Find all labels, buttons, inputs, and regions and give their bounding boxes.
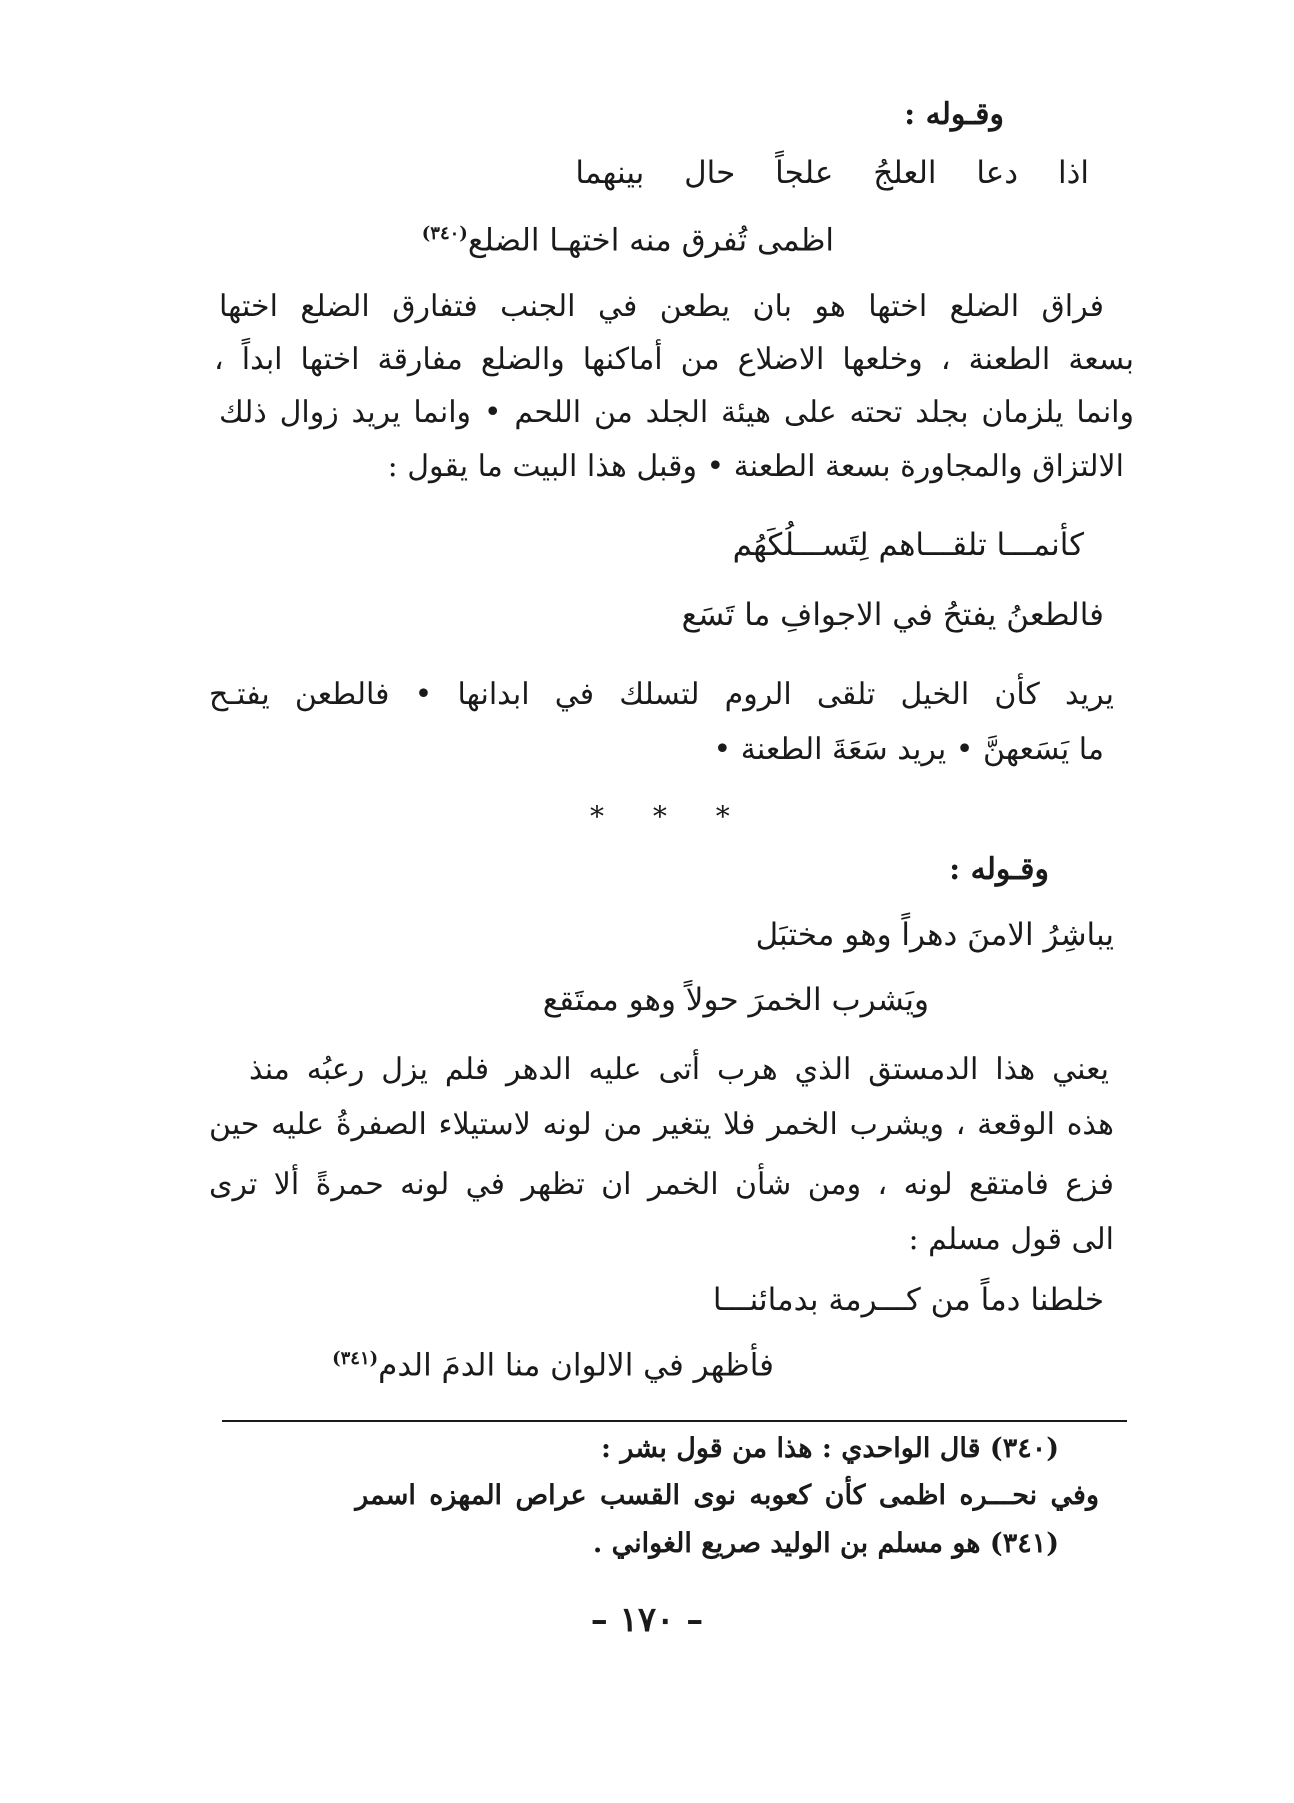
footnote-340-verse: وفي نحـــره اظمى كأن كعوبه نوى القسب عراص المهزه اسمر — [355, 1480, 1099, 1511]
footnote-ref: (٣٤١) — [332, 1348, 379, 1369]
verse-hemistich-1: يباشِرُ الامنَ دهراً وهو مختبَل — [755, 917, 1114, 953]
page-number: – ١٧٠ – — [590, 1600, 704, 1640]
quote-hemistich-1: كأنمـــا تلقـــاهم لِتَســـلُكَهُم — [732, 527, 1084, 563]
explanation-line: يريد كأن الخيل تلقى الروم لتسلك في ابدانها • فالطعن يفتـح — [209, 677, 1114, 712]
commentary-line: يعني هذا الدمستق الذي هرب أتى عليه الدهر فلم يزل رعبُه منذ — [249, 1052, 1109, 1087]
quote-hemistich-2 — [332, 1347, 774, 1384]
commentary-line: الى قول مسلم : — [908, 1222, 1114, 1257]
commentary-line: بسعة الطعنة ، وخلعها الاضلاع من أماكنها والضلع مفارقة اختها ابداً ، — [214, 342, 1134, 377]
commentary-line: فراق الضلع اختها هو بان يطعن في الجنب فتفارق الضلع اختها — [219, 289, 1104, 324]
footnote-341: (٣٤١) هو مسلم بن الوليد صريع الغواني . — [592, 1528, 1059, 1559]
footnote-340: (٣٤٠) قال الواحدي : هذا من قول بشر : — [600, 1433, 1059, 1464]
verse-text: فأظهر في الالوان منا الدمَ الدم — [378, 1347, 774, 1384]
verse-text: اظمى تُفرق منه اختهـا الضلع — [467, 222, 834, 259]
section-heading: وقـوله : — [904, 97, 1004, 132]
commentary-line: الالتزاق والمجاورة بسعة الطعنة • وقبل هذا البيت ما يقول : — [387, 449, 1124, 484]
commentary-line: فزع فامتقع لونه ، ومن شأن الخمر ان تظهر في لونه حمرةً ألا ترى — [209, 1167, 1114, 1202]
verse-hemistich-2 — [421, 222, 834, 259]
footnote-divider — [222, 1420, 1127, 1422]
section-heading: وقـوله : — [949, 852, 1049, 887]
quote-hemistich-1: خلطنا دماً من كـــرمة بدمائنـــا — [712, 1282, 1104, 1318]
footnote-ref: (٣٤٠) — [421, 223, 468, 244]
verse-hemistich-2: ويَشرب الخمرَ حولاً وهو ممتَقع — [542, 982, 929, 1018]
commentary-line: هذه الوقعة ، ويشرب الخمر فلا يتغير من لونه لاستيلاء الصفرةُ عليه حين — [209, 1107, 1114, 1142]
commentary-line: وانما يلزمان بجلد تحته على هيئة الجلد من اللحم • وانما يريد زوال ذلك — [219, 395, 1134, 430]
verse-hemistich-1: اذا دعا العلجُ علجاً حال بينهما — [575, 155, 1089, 191]
quote-hemistich-2: فالطعنُ يفتحُ في الاجوافِ ما تَسَع — [681, 597, 1104, 633]
section-separator: * * * — [590, 800, 750, 833]
explanation-line: ما يَسَعهنَّ • يريد سَعَةَ الطعنة • — [713, 732, 1104, 767]
